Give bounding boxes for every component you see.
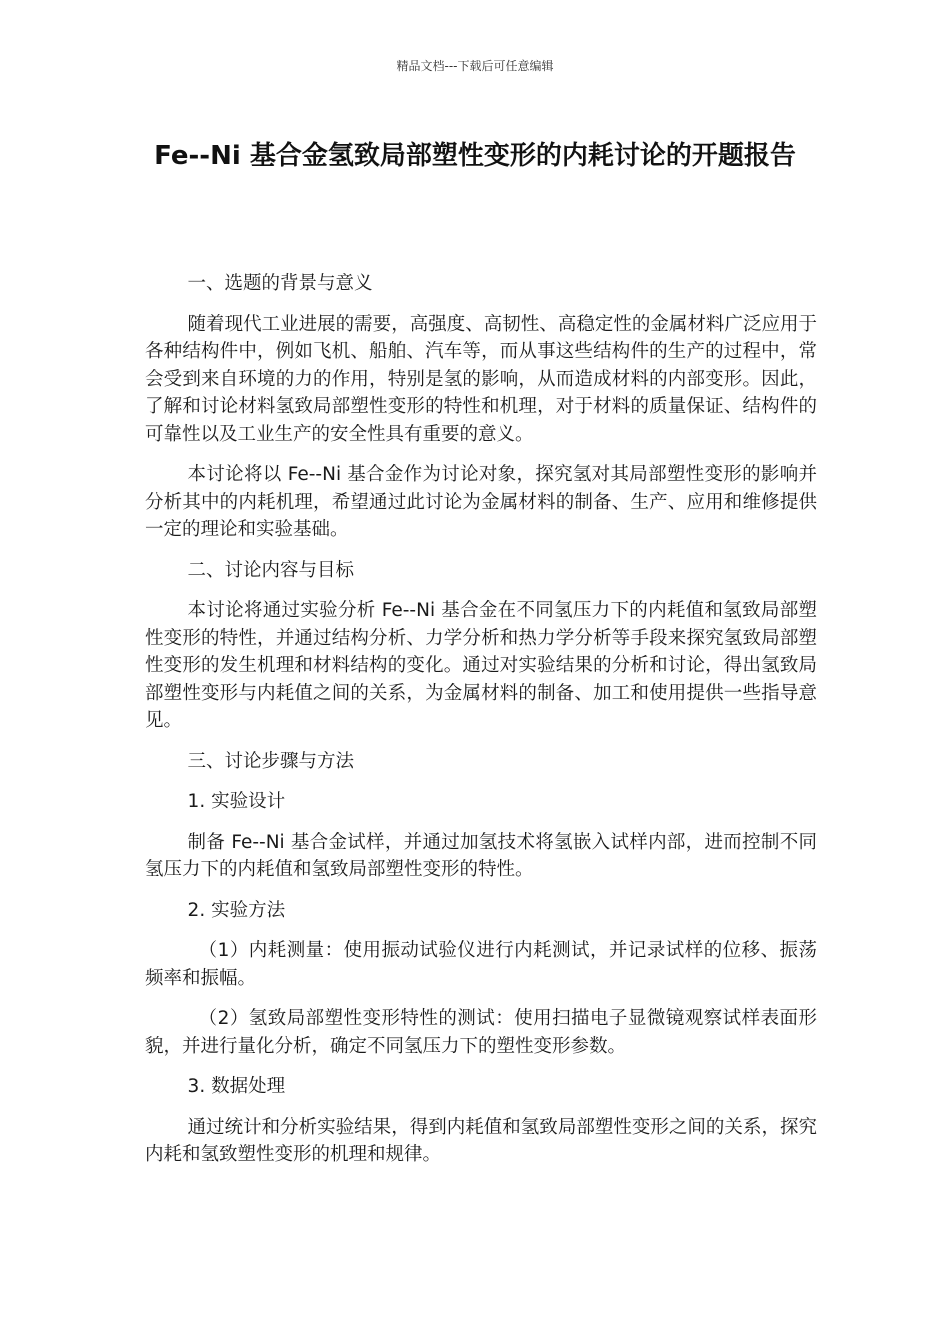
paragraph-research-object: 本讨论将以 Fe--Ni 基合金作为讨论对象，探究氢对其局部塑性变形的影响并分析其中的内耗机理，希望通过此讨论为金属材料的制备、生产、应用和维修提供一定的理论和实验基础。 [145, 464, 817, 540]
header-note: 精品文档---下载后可任意编辑 [396, 59, 554, 73]
section-heading-methods: 三、讨论步骤与方法 [187, 750, 355, 772]
document-title: Fe--Ni 基合金氢致局部塑性变形的内耗讨论的开题报告 [154, 141, 796, 171]
list-item-plastic-deformation: （2）氢致局部塑性变形特性的测试：使用扫描电子显微镜观察试样表面形貌，并进行量化分析，确定不同氢压力下的塑性变形参数。 [145, 1008, 817, 1057]
subheading-experiment-design: 1. 实验设计 [187, 791, 286, 812]
subheading-data-processing: 3. 数据处理 [187, 1076, 286, 1097]
paragraph-background: 随着现代工业进展的需要，高强度、高韧性、高稳定性的金属材料广泛应用于各种结构件中，例如飞机、船舶、汽车等，而从事这些结构件的生产的过程中，常会受到来自环境的力的作用，特别是氢的影响，从而造成材料的内部变形。因此，了解和讨论材料氢致局部塑性变形的特性和机理，对于材料的质量保证、结构件的可靠性以及工业生产的安全性具有重要的意义。 [145, 313, 817, 445]
subheading-experiment-method: 2. 实验方法 [187, 899, 286, 921]
document-body [145, 270, 817, 1182]
section-heading-content: 二、讨论内容与目标 [187, 559, 355, 581]
paragraph-data-processing: 通过统计和分析实验结果，得到内耗值和氢致局部塑性变形之间的关系，探究内耗和氢致塑性变形的机理和规律。 [145, 1116, 817, 1165]
section-heading-background: 一、选题的背景与意义 [187, 273, 373, 294]
paragraph-content-goals: 本讨论将通过实验分析 Fe--Ni 基合金在不同氢压力下的内耗值和氢致局部塑性变形的特性，并通过结构分析、力学分析和热力学分析等手段来探究氢致局部塑性变形的发生机理和材料结构的变化。通过对实验结果的分析和讨论，得出氢致局部塑性变形与内耗值之间的关系，为金属材料的制备、加工和使用提供一些指导意见。 [145, 600, 817, 731]
paragraph-experiment-design: 制备 Fe--Ni 基合金试样，并通过加氢技术将氢嵌入试样内部，进而控制不同氢压力下的内耗值和氢致局部塑性变形的特性。 [145, 831, 817, 880]
list-item-internal-friction: （1）内耗测量：使用振动试验仪进行内耗测试，并记录试样的位移、振荡频率和振幅。 [145, 940, 817, 989]
